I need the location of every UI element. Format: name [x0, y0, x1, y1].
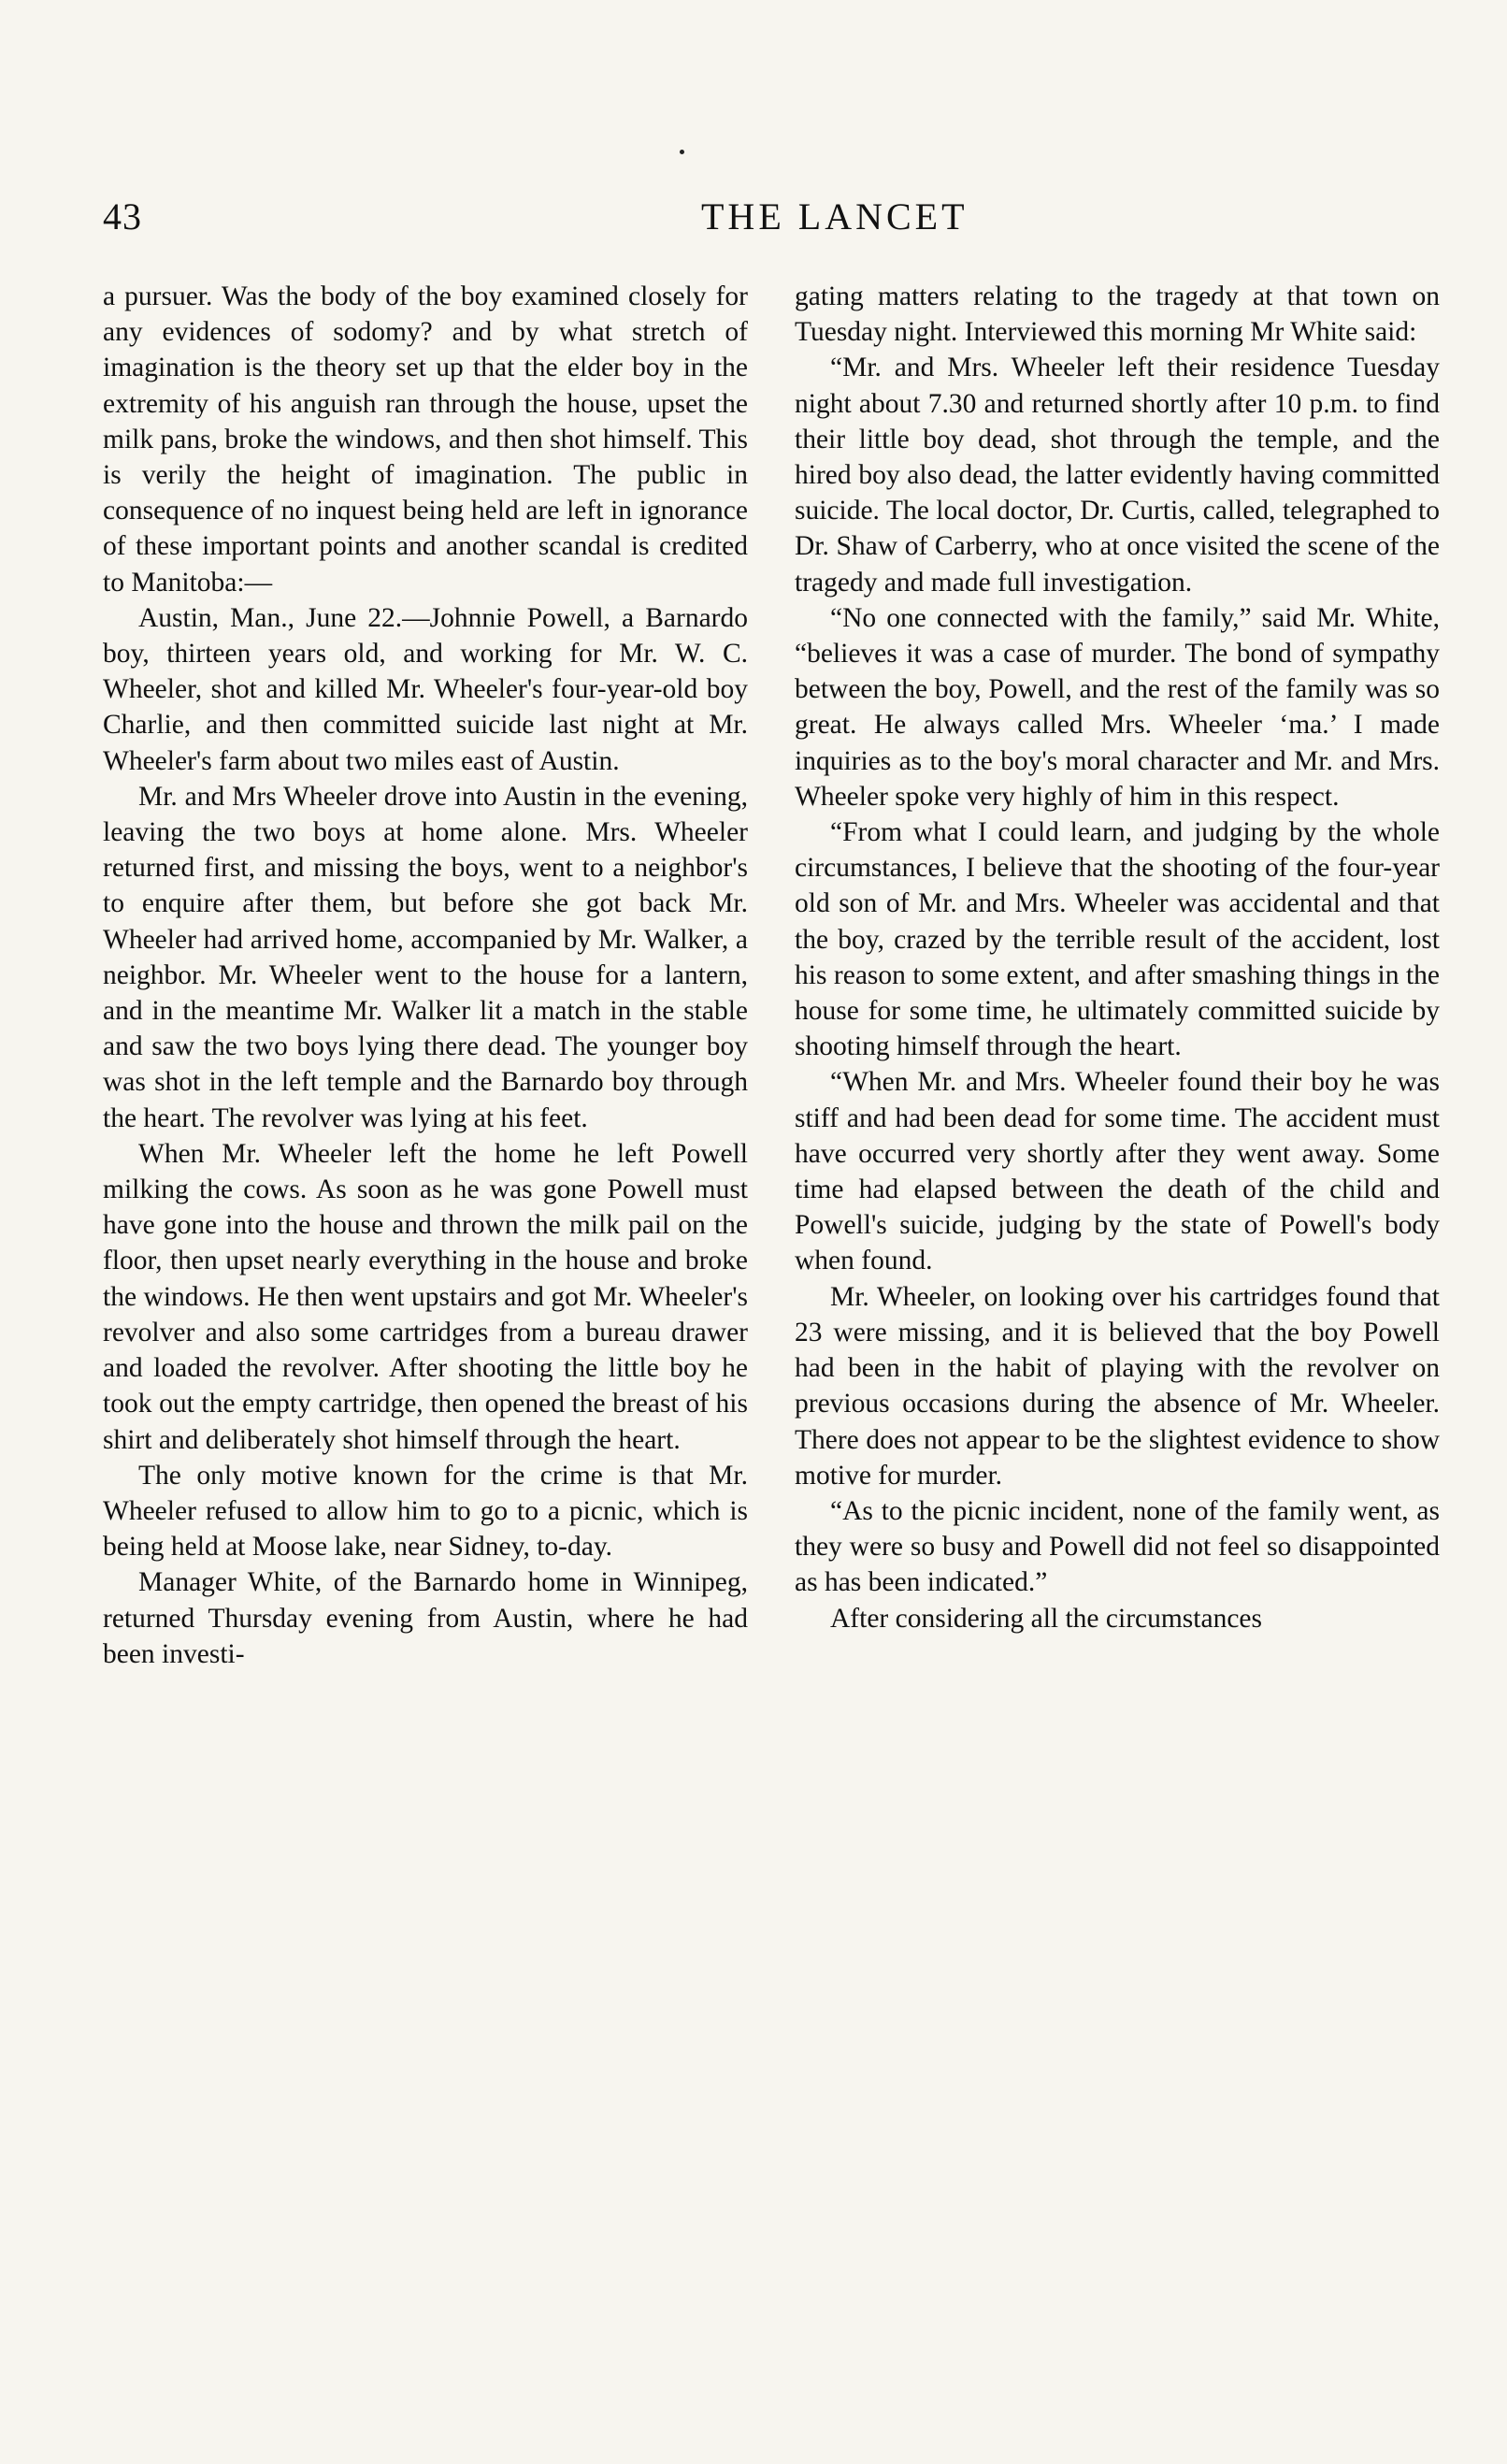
paragraph: Manager White, of the Barnardo home in Winnipeg, returned Thursday evening from Austin, where he had been investi-	[103, 1567, 748, 1669]
paragraph: Mr. Wheeler, on looking over his cartridges found that 23 were missing, and it is believed that the boy Powell had been in the habit of playing with the revolver on previous occasions during the absence of Mr. Wheeler. There does not appear to be the slightest evidence to show motive for murder.	[795, 1281, 1440, 1491]
ink-speck	[680, 150, 684, 154]
paragraph: “From what I could learn, and judging by the whole circumstances, I believe that the shooting of the four-year old son of Mr. and Mrs. Wheeler was accidental and that the boy, crazed by the terrible result of the accident, lost his reason to some extent, and after smashing things in the house for some time, he ultimately committed suicide by shooting himself through the heart.	[795, 817, 1440, 1062]
paragraph: “No one connected with the family,” said Mr. White, “believes it was a case of murder. The bond of sympathy between the boy, Powell, and the rest of the family was so great. He always called Mrs. Wheeler ‘ma.’ I made inquiries as to the boy's moral character and Mr. and Mrs. Wheeler spoke very highly of him in this respect.	[795, 602, 1440, 812]
paragraph: The only motive known for the crime is that Mr. Wheeler refused to allow him to go to a picnic, which is being held at Moose lake, near Sidney, to-day.	[103, 1460, 748, 1563]
page-number: 43	[103, 195, 142, 238]
paragraph: Austin, Man., June 22.—Johnnie Powell, a Barnardo boy, thirteen years old, and working for Mr. W. C. Wheeler, shot and killed Mr. Wheeler's four-year-old boy Charlie, and then committed suicide last night at Mr. Wheeler's farm about two miles east of Austin.	[103, 602, 748, 776]
right-column	[795, 279, 1440, 1636]
paragraph: When Mr. Wheeler left the home he left Powell milking the cows. As soon as he was gone Powell must have gone into the house and thrown the milk pail on the floor, then upset nearly everything in the house and broke the windows. He then went upstairs and got Mr. Wheeler's revolver and also some cartridges from a bureau drawer and loaded the revolver. After shooting the little boy he took out the empty cartridge, then opened the breast of his shirt and deliberately shot himself through the heart.	[103, 1138, 748, 1455]
paragraph: Mr. and Mrs Wheeler drove into Austin in the evening, leaving the two boys at home alone. Mrs. Wheeler returned first, and missing the boys, went to a neighbor's to enquire after them, but before she got back Mr. Wheeler had arrived home, accompanied by Mr. Walker, a neighbor. Mr. Wheeler went to the house for a lantern, and in the meantime Mr. Walker lit a match in the stable and saw the two boys lying there dead. The younger boy was shot in the left temple and the Barnardo boy through the heart. The revolver was lying at his feet.	[103, 781, 748, 1133]
paragraph: “When Mr. and Mrs. Wheeler found their boy he was stiff and had been dead for some time. The accident must have occurred very shortly after they went away. Some time had elapsed between the death of the child and Powell's suicide, judging by the state of Powell's body when found.	[795, 1067, 1440, 1276]
paragraph: a pursuer. Was the body of the boy examined closely for any evidences of sodomy? and by what stretch of imagination is the theory set up that the elder boy in the extremity of his anguish ran through the house, upset the milk pans, broke the windows, and then shot himself. This is verily the height of imagination. The public in consequence of no inquest being held are left in ignorance of these important points and another scandal is credited to Manitoba:—	[103, 281, 748, 598]
paragraph: gating matters relating to the tragedy at that town on Tuesday night. Interviewed this morning Mr White said:	[795, 281, 1440, 348]
paragraph: “As to the picnic incident, none of the family went, as they were so busy and Powell did not feel so disappointed as has been indicated.”	[795, 1495, 1440, 1598]
left-column	[103, 279, 748, 1672]
page-header	[103, 195, 1440, 251]
paragraph: “Mr. and Mrs. Wheeler left their residence Tuesday night about 7.30 and returned shortly after 10 p.m. to find their little boy dead, shot through the temple, and the hired boy also dead, the latter evidently having committed suicide. The local doctor, Dr. Curtis, called, telegraphed to Dr. Shaw of Carberry, who at once visited the scene of the tragedy and made full investigation.	[795, 353, 1440, 598]
paragraph: After considering all the circumstances	[830, 1603, 1262, 1634]
running-head: THE LANCET	[701, 195, 969, 238]
